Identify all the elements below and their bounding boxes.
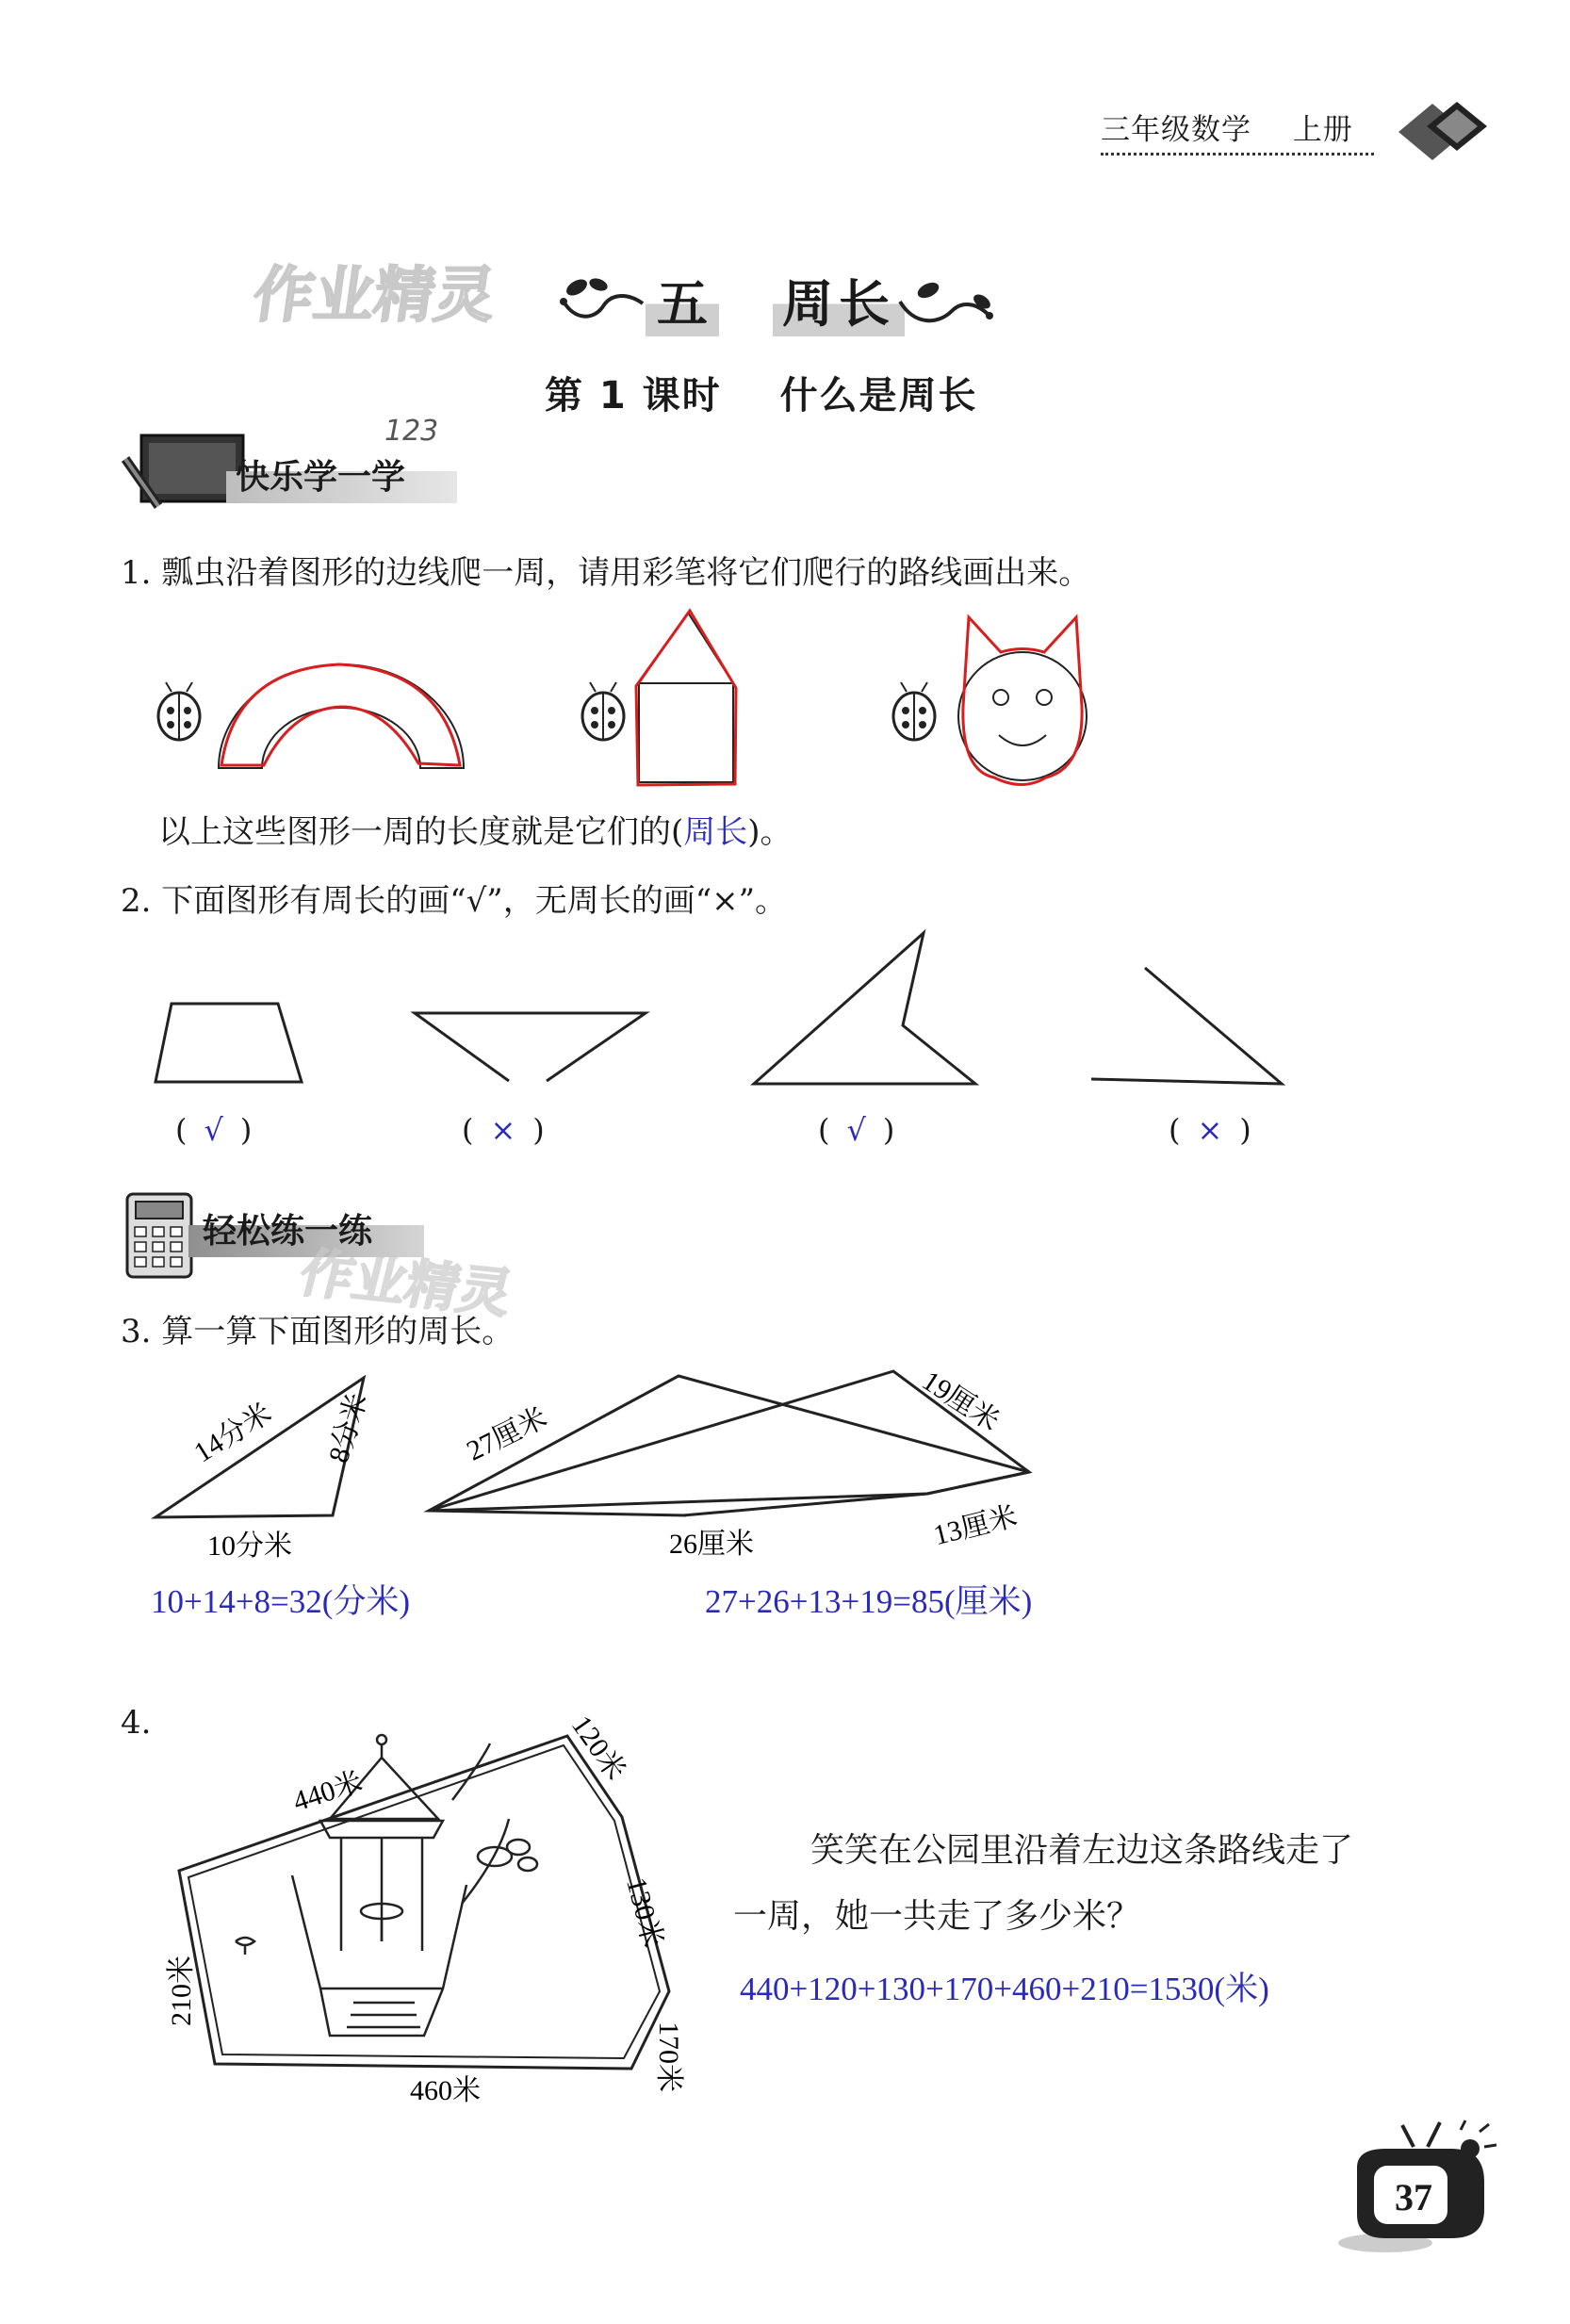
lesson-heading	[545, 366, 978, 419]
q1-fill-answer: 周长	[683, 813, 748, 851]
q2-answer-1: (√)	[175, 1112, 270, 1148]
q2-prompt: 下面图形有周长的画“√”，无周长的画“×”。	[161, 882, 787, 920]
q2-text	[121, 875, 787, 921]
q4-formula: 440+120+130+170+460+210=1530(米)	[740, 1971, 1269, 2007]
header-book	[1101, 106, 1353, 148]
trapezoid-shape	[155, 1004, 302, 1082]
quad-b-label-4: 13厘米	[930, 1500, 1021, 1552]
park-label-120: 120米	[564, 1710, 631, 1786]
park-label-130: 130米	[620, 1874, 669, 1951]
park-label-440: 440米	[289, 1765, 367, 1818]
q4-text-line1: 笑笑在公园里沿着左边这条路线走了	[810, 1831, 1354, 1870]
q2-answer-1-mark: √	[204, 1112, 240, 1148]
unit-name: 周长	[773, 264, 905, 336]
q2-number: 2.	[121, 882, 152, 920]
quad-b-label-1: 27厘米	[462, 1401, 552, 1467]
park-path-shape	[179, 1736, 669, 2069]
page-number: 37	[1395, 2176, 1432, 2218]
q2-answer-3-mark: √	[846, 1112, 883, 1148]
q1-fill-line	[158, 806, 793, 852]
header-rule	[1101, 153, 1374, 155]
lesson-number: 第 1 课时	[545, 374, 722, 417]
q1-prompt: 瓢虫沿着图形的边线爬一周，请用彩笔将它们爬行的路线画出来。	[161, 554, 1091, 592]
header-diamond-icon	[1383, 94, 1496, 170]
q1-fill-after: )。	[747, 813, 793, 851]
q2-answer-3: (√)	[818, 1112, 912, 1148]
open-angle-shape	[1091, 968, 1282, 1084]
q2-answer-2: (×)	[462, 1112, 562, 1148]
quad-b-label-3: 26厘米	[669, 1529, 754, 1560]
house-shape	[636, 611, 736, 785]
q4-number: 4.	[121, 1704, 152, 1742]
arch-shape	[219, 664, 464, 768]
watermark-top: 作业精灵	[248, 261, 500, 331]
q1-number: 1.	[121, 554, 152, 592]
park-label-210: 210米	[166, 1956, 197, 2026]
q2-answer-4-mark: ×	[1197, 1112, 1240, 1148]
q1-text	[121, 547, 1090, 593]
park-label-460: 460米	[410, 2075, 481, 2106]
watermark-middle: 作业精灵	[293, 1242, 519, 1325]
open-triangle-shape	[415, 1013, 646, 1081]
q4-text-line2: 一周，她一共走了多少米？	[733, 1897, 1141, 1936]
triangle-a-label-1: 14分米	[188, 1397, 278, 1469]
q3-text	[121, 1305, 514, 1351]
q2-answer-2-mark: ×	[490, 1112, 533, 1148]
lesson-title: 什么是周长	[779, 374, 978, 417]
header-volume: 上册	[1292, 113, 1353, 147]
unit-vine-left-icon	[556, 264, 650, 330]
cat-face-shape	[958, 617, 1087, 785]
calculator-icon	[123, 1189, 198, 1284]
park-label-170: 170米	[653, 2021, 684, 2092]
q2-answer-4: (×)	[1169, 1112, 1268, 1148]
pavilion-icon	[236, 1735, 537, 2036]
q3-formula-1: 10+14+8=32(分米)	[151, 1583, 411, 1620]
triangle-a-label-3: 10分米	[207, 1530, 292, 1562]
unit-number: 五	[646, 264, 719, 336]
ladybug-icon	[582, 682, 624, 740]
q1-fill-before: 以上这些图形一周的长度就是它们的(	[158, 813, 684, 851]
q3-figures	[141, 1357, 1065, 1564]
section2-title: 轻松练一练	[203, 1212, 373, 1251]
q1-figures	[141, 603, 1131, 810]
q3-prompt: 算一算下面图形的周长。	[161, 1313, 515, 1350]
unit-vine-right-icon	[895, 273, 999, 339]
q4-park-map	[141, 1706, 726, 2120]
header-book-title: 三年级数学	[1101, 113, 1251, 147]
section1-title: 快乐学一学	[236, 458, 406, 497]
ladybug-icon	[158, 682, 200, 740]
section1-deco: 123	[384, 415, 439, 448]
q2-figures	[141, 928, 1300, 1098]
triangle-a-label-2: 8分米	[322, 1389, 374, 1466]
q3-number: 3.	[121, 1313, 152, 1350]
q3-formula-2: 27+26+13+19=85(厘米)	[705, 1583, 1033, 1620]
concave-quad-shape	[754, 933, 975, 1084]
quad-b-label-2: 19厘米	[916, 1365, 1006, 1438]
ladybug-icon	[893, 682, 935, 740]
